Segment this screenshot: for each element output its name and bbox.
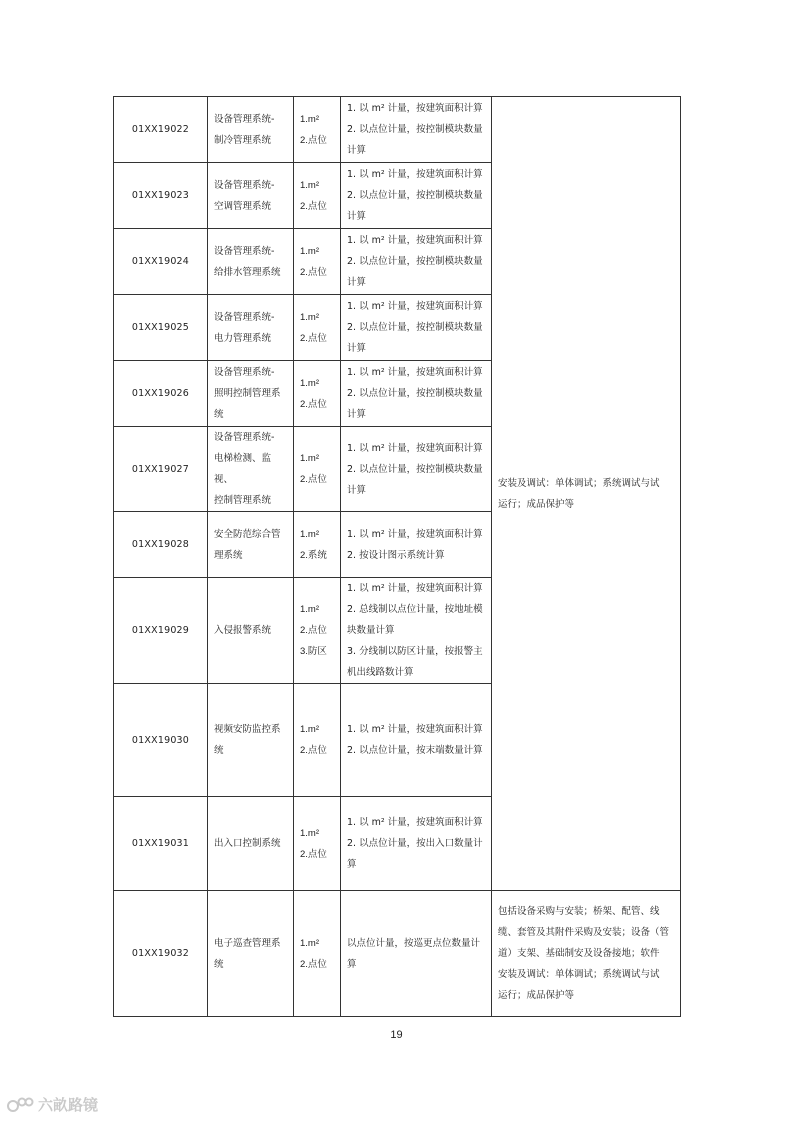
item-code: 01XX19032 xyxy=(114,891,208,1017)
work-content-line: 安装及调试：单体调试；系统调试与试 xyxy=(498,969,660,980)
measurement-unit xyxy=(294,684,341,797)
item-name-line: 控制管理系统 xyxy=(214,495,272,506)
measurement-unit xyxy=(294,163,341,229)
unit-line: 1.m² xyxy=(300,113,319,125)
rule-line: 2. 以点位计量，按控制模块数量 xyxy=(347,322,483,333)
item-name-line: 安全防范综合管 xyxy=(214,528,281,540)
rule-line: 1. 以 m² 计量，按建筑面积计算 xyxy=(347,442,483,454)
item-name xyxy=(208,163,294,229)
rule-line: 2. 以点位计量，按控制模块数量 xyxy=(347,124,483,135)
rule-line: 算 xyxy=(347,958,357,970)
work-content-merged xyxy=(492,97,681,891)
quantity-rule xyxy=(341,797,492,891)
unit-line: 2.点位 xyxy=(300,474,327,485)
quantity-rule xyxy=(341,361,492,427)
work-content-line: 安装及调试：单体调试；系统调试与试 xyxy=(498,477,660,489)
rule-line: 2. 以点位计量，按控制模块数量 xyxy=(347,256,483,267)
item-code: 01XX19023 xyxy=(114,163,208,229)
watermark xyxy=(6,1094,98,1115)
quantity-rule xyxy=(341,684,492,797)
rule-line: 1. 以 m² 计量，按建筑面积计算 xyxy=(347,103,483,114)
work-content-line: 运行；成品保护等 xyxy=(498,990,575,1001)
item-name xyxy=(208,684,294,797)
specification-table xyxy=(113,96,681,1017)
rule-line: 块数量计算 xyxy=(347,625,395,636)
unit-line: 1.m² xyxy=(300,377,319,389)
rule-line: 1. 以 m² 计量，按建筑面积计算 xyxy=(347,724,483,735)
unit-line: 1.m² xyxy=(300,311,319,323)
item-code: 01XX19027 xyxy=(114,427,208,512)
unit-line: 2.点位 xyxy=(300,958,327,970)
item-name-line: 空调管理系统 xyxy=(214,200,272,212)
item-name-line: 设备管理系统- xyxy=(214,367,275,378)
quantity-rule xyxy=(341,163,492,229)
item-code: 01XX19031 xyxy=(114,797,208,891)
unit-line: 1.m² xyxy=(300,453,319,464)
item-code: 01XX19025 xyxy=(114,295,208,361)
item-code: 01XX19028 xyxy=(114,512,208,578)
rule-line: 1. 以 m² 计量，按建筑面积计算 xyxy=(347,583,483,594)
quantity-rule xyxy=(341,229,492,295)
unit-line: 1.m² xyxy=(300,724,319,735)
quantity-rule xyxy=(341,512,492,578)
work-content-line: 包括设备采购与安装；桥架、配管、线 xyxy=(498,906,660,917)
rule-line: 1. 以 m² 计量，按建筑面积计算 xyxy=(347,367,483,378)
unit-line: 2.点位 xyxy=(300,398,327,410)
unit-line: 1.m² xyxy=(300,245,319,257)
rule-line: 2. 以点位计量，按控制模块数量 xyxy=(347,463,483,475)
item-name-line: 电力管理系统 xyxy=(214,332,272,344)
unit-line: 3.防区 xyxy=(300,646,327,657)
unit-line: 2.点位 xyxy=(300,200,327,212)
unit-line: 2.点位 xyxy=(300,625,327,636)
item-name xyxy=(208,797,294,891)
item-code: 01XX19024 xyxy=(114,229,208,295)
quantity-rule xyxy=(341,295,492,361)
rule-line: 计算 xyxy=(347,145,367,156)
rule-line: 以点位计量，按巡更点位数量计 xyxy=(347,937,481,949)
measurement-unit xyxy=(294,229,341,295)
rule-line: 1. 以 m² 计量，按建筑面积计算 xyxy=(347,169,483,180)
watermark-logo-icon xyxy=(6,1096,34,1114)
unit-line: 2.点位 xyxy=(300,745,327,756)
item-name xyxy=(208,295,294,361)
item-name xyxy=(208,361,294,427)
item-name xyxy=(208,578,294,684)
watermark-text: 六畝路镜 xyxy=(38,1096,99,1114)
unit-line: 1.m² xyxy=(300,937,319,949)
unit-line: 2.点位 xyxy=(300,332,327,344)
quantity-rule xyxy=(341,427,492,512)
unit-line: 1.m² xyxy=(300,827,319,839)
item-name-line: 统 xyxy=(214,958,224,970)
item-name-line: 照明控制管理系 xyxy=(214,388,281,399)
table-row xyxy=(114,97,681,163)
unit-line: 1.m² xyxy=(300,604,319,615)
unit-line: 1.m² xyxy=(300,528,319,540)
item-name-line: 设备管理系统- xyxy=(214,179,275,191)
quantity-rule xyxy=(341,891,492,1017)
measurement-unit xyxy=(294,427,341,512)
measurement-unit xyxy=(294,797,341,891)
rule-line: 2. 按设计图示系统计算 xyxy=(347,549,445,561)
quantity-rule xyxy=(341,97,492,163)
work-content-line: 道）支架、基础制安及设备接地；软件 xyxy=(498,948,660,959)
rule-line: 计算 xyxy=(347,343,367,354)
item-name xyxy=(208,427,294,512)
item-name-line: 理系统 xyxy=(214,549,243,561)
item-name-line: 视频安防监控系 xyxy=(214,724,281,735)
item-name-line: 统 xyxy=(214,745,224,756)
rule-line: 1. 以 m² 计量，按建筑面积计算 xyxy=(347,301,483,312)
unit-line: 2.系统 xyxy=(300,549,327,561)
rule-line: 计算 xyxy=(347,211,367,222)
rule-line: 算 xyxy=(347,859,357,870)
unit-line: 2.点位 xyxy=(300,266,327,278)
rule-line: 2. 以点位计量，按末端数量计算 xyxy=(347,745,483,756)
page-number: 19 xyxy=(390,1029,403,1041)
work-content xyxy=(492,891,681,1017)
rule-line: 1. 以 m² 计量，按建筑面积计算 xyxy=(347,235,483,246)
measurement-unit xyxy=(294,891,341,1017)
measurement-unit xyxy=(294,578,341,684)
table-row xyxy=(114,891,681,1017)
rule-line: 2. 总线制以点位计量，按地址模 xyxy=(347,604,483,615)
measurement-unit xyxy=(294,361,341,427)
measurement-unit xyxy=(294,512,341,578)
rule-line: 3. 分线制以防区计量，按报警主 xyxy=(347,646,483,657)
item-name-line: 入侵报警系统 xyxy=(214,625,272,636)
quantity-rule xyxy=(341,578,492,684)
rule-line: 2. 以点位计量，按控制模块数量 xyxy=(347,388,483,399)
item-name-line: 设备管理系统- xyxy=(214,113,275,125)
rule-line: 1. 以 m² 计量，按建筑面积计算 xyxy=(347,528,483,540)
item-name-line: 设备管理系统- xyxy=(214,245,275,257)
rule-line: 2. 以点位计量，按出入口数量计 xyxy=(347,838,483,849)
rule-line: 计算 xyxy=(347,409,367,420)
rule-line: 计算 xyxy=(347,277,367,288)
item-name-line: 设备管理系统- xyxy=(214,432,275,443)
item-name-line: 给排水管理系统 xyxy=(214,266,281,278)
item-name-line: 设备管理系统- xyxy=(214,311,275,323)
rule-line: 计算 xyxy=(347,484,367,496)
item-code: 01XX19022 xyxy=(114,97,208,163)
item-name xyxy=(208,891,294,1017)
item-name-line: 统 xyxy=(214,409,224,420)
work-content-line: 缆、套管及其附件采购及安装；设备（管 xyxy=(498,927,670,938)
item-name-line: 制冷管理系统 xyxy=(214,134,272,146)
work-content-line: 运行；成品保护等 xyxy=(498,498,575,510)
item-name-line: 出入口控制系统 xyxy=(214,838,281,849)
rule-line: 机出线路数计算 xyxy=(347,667,414,678)
item-name xyxy=(208,97,294,163)
unit-line: 1.m² xyxy=(300,179,319,191)
measurement-unit xyxy=(294,97,341,163)
rule-line: 2. 以点位计量，按控制模块数量 xyxy=(347,190,483,201)
unit-line: 2.点位 xyxy=(300,134,327,146)
item-code: 01XX19029 xyxy=(114,578,208,684)
rule-line: 1. 以 m² 计量，按建筑面积计算 xyxy=(347,817,483,828)
item-code: 01XX19026 xyxy=(114,361,208,427)
item-code: 01XX19030 xyxy=(114,684,208,797)
item-name-line: 电子巡查管理系 xyxy=(214,937,281,949)
item-name-line: 电梯检测、监视、 xyxy=(214,453,272,485)
measurement-unit xyxy=(294,295,341,361)
item-name xyxy=(208,512,294,578)
unit-line: 2.点位 xyxy=(300,848,327,860)
table-body xyxy=(114,97,681,1017)
item-name xyxy=(208,229,294,295)
